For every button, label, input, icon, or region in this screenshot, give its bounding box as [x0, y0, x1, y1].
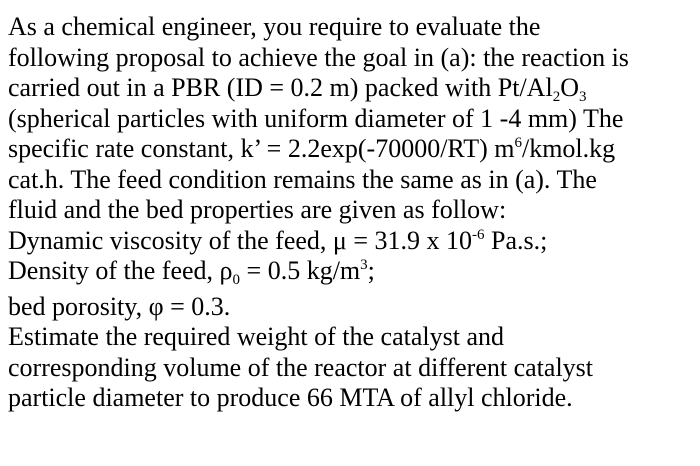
- text-line-6: cat.h. The feed condition remains the same as in (a). The: [8, 164, 597, 194]
- subscript: 2: [552, 89, 561, 105]
- subscript: 0: [232, 272, 241, 288]
- text-line-8: [8, 226, 696, 257]
- superscript: 3: [360, 257, 368, 273]
- text-segment: Pa.s.;: [484, 225, 548, 255]
- text-segment: Density of the feed, ρ: [8, 256, 233, 285]
- problem-text: [8, 12, 696, 414]
- text-segment: ;: [367, 256, 375, 285]
- text-segment: O: [560, 73, 579, 102]
- text-segment: Dynamic viscosity of the feed, μ = 31.9 x 10: [8, 225, 473, 255]
- text-line-1: As a chemical engineer, you require to evaluate the: [8, 12, 541, 41]
- superscript: -6: [472, 226, 485, 243]
- text-line-13: particle diameter to produce 66 MTA of allyl chloride.: [8, 383, 573, 412]
- text-line-10: bed porosity, φ = 0.3.: [8, 291, 231, 321]
- text-line-9: [8, 256, 696, 287]
- text-line-4: (spherical particles with uniform diameter of 1 -4 mm) The: [8, 103, 624, 133]
- subscript: 3: [578, 89, 587, 105]
- text-line-11: Estimate the required weight of the catalyst and: [8, 322, 504, 351]
- text-line-12: corresponding volume of the reactor at different catalyst: [8, 352, 594, 382]
- text-line-3: [8, 73, 696, 104]
- text-line-7: fluid and the bed properties are given as follow:: [8, 195, 507, 224]
- superscript: 6: [514, 135, 522, 151]
- text-segment: /kmol.kg: [521, 134, 616, 163]
- text-line-5: [8, 134, 696, 165]
- text-segment: carried out in a PBR (ID = 0.2 m) packed with Pt/Al: [8, 73, 553, 102]
- text-segment: specific rate constant, k’ = 2.2exp(-70000/RT) m: [8, 134, 515, 163]
- text-line-2: following proposal to achieve the goal in (a): the reaction is: [8, 42, 629, 72]
- text-segment: = 0.5 kg/m: [240, 256, 361, 285]
